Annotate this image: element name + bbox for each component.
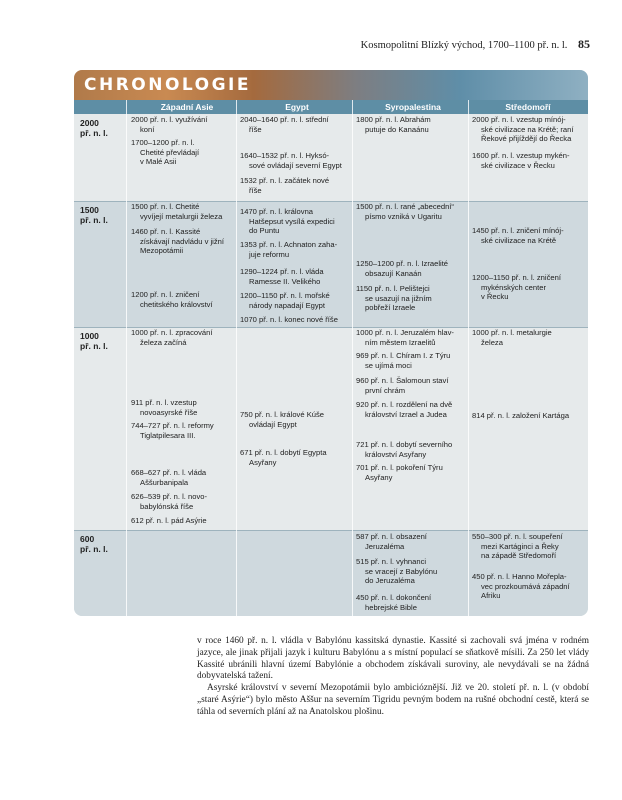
chronology-entry: 1500 př. n. l. rané „abecední“ písmo vzniká v Ugaritu xyxy=(356,202,454,221)
chronology-entry: 1250–1200 př. n. l. Izraelité obsazují Kanaán xyxy=(356,259,449,278)
chronology-entry: 701 př. n. l. pokoření Týru Asyřany xyxy=(356,463,443,482)
chronology-entry: 969 př. n. l. Chíram I. z Týru se ujímá moci xyxy=(356,351,451,370)
chronology-entry: 671 př. n. l. dobytí Egypta Asyřany xyxy=(240,448,327,467)
chronology-entry: 626–539 př. n. l. novo- babylónská říše xyxy=(131,492,207,511)
chronology-entry: 2000 př. n. l. využívání koní xyxy=(131,115,208,134)
era-year: 1500 př. n. l. xyxy=(80,205,108,225)
page-number: 85 xyxy=(578,37,590,51)
chronology-entry: 1600 př. n. l. vzestup mykén- ské civilizace v Řecku xyxy=(472,151,570,170)
chronology-entry: 668–627 př. n. l. vláda Aššurbanipala xyxy=(131,468,207,487)
running-head-title: Kosmopolitní Blízký východ, 1700–1100 př. n. l. xyxy=(360,40,568,51)
body-paragraph: v roce 1460 př. n. l. vládla v Babylónu kassitská dynastie. Kassité si zachovali svá jména v rodném jazyce, ale jinak přijali jazyk i kulturu Babylónu a s místní populací se sňatkově mísili. Za 250 let vlády Kassité ubránili hlavní území Babylónie a obchodem získávali suroviny, ale nevydávali se na žádná dobyvatelská tažení. xyxy=(197,636,589,682)
chronology-entry: 744–727 př. n. l. reformy Tiglatpilesara III. xyxy=(131,421,214,440)
chronology-entry: 1200–1150 př. n. l. mořské národy napadají Egypt xyxy=(240,291,330,310)
chronology-entry: 2000 př. n. l. vzestup mínój- ské civilizace na Krétě; raní Řekové přijíždějí do Řecka xyxy=(472,115,574,143)
chronology-entry: 960 př. n. l. Šalomoun staví první chrám xyxy=(356,376,449,395)
body-text xyxy=(197,636,589,719)
column-divider xyxy=(352,100,353,616)
chronology-entry: 1200–1150 př. n. l. zničení mykénských center v Řecku xyxy=(472,273,561,301)
chronology-entry: 814 př. n. l. založení Kartága xyxy=(472,411,570,420)
chronology-banner xyxy=(74,70,588,100)
chronology-entry: 1640–1532 př. n. l. Hyksó- sové ovládají severní Egypt xyxy=(240,151,342,170)
chronology-entry: 920 př. n. l. rozdělení na dvě království Izrael a Judea xyxy=(356,400,453,419)
chronology-panel xyxy=(74,70,588,616)
chronology-entry: 1500 př. n. l. Chetité vyvíjejí metalurgii železa xyxy=(131,202,223,221)
chronology-entry: 612 př. n. l. pád Asýrie xyxy=(131,516,207,525)
chronology-entry: 1000 př. n. l. zpracování železa začíná xyxy=(131,328,213,347)
column-header-row xyxy=(74,100,588,114)
chronology-entry: 1200 př. n. l. zničení chetitského království xyxy=(131,290,213,309)
chronology-entry: 1470 př. n. l. královna Hatšepsut vysílá expedici do Puntu xyxy=(240,207,335,235)
chronology-entry: 911 př. n. l. vzestup novoasyrské říše xyxy=(131,398,198,417)
column-divider xyxy=(468,100,469,616)
chronology-entry: 1353 př. n. l. Achnaton zaha- juje reformu xyxy=(240,240,338,259)
chronology-entry: 450 př. n. l. Hanno Mořepla- vec prozkoumává západní Afriku xyxy=(472,572,570,600)
column-header: Západní Asie xyxy=(160,102,214,112)
body-paragraph: Asyrské království v severní Mezopotámii bylo ambicióznější. Již ve 20. století př. n. l. (v období „staré Asýrie“) bylo město Aššur na severním Tigridu pevným bodem na rušné obchodní cestě, která se táhla od severních plání až na Anatolskou plošinu. xyxy=(197,683,589,717)
chronology-entry: 1460 př. n. l. Kassité získávají nadvládu v jižní Mezopotámii xyxy=(131,227,224,255)
chronology-entry: 1800 př. n. l. Abrahám putuje do Kanaánu xyxy=(356,115,431,134)
era-year: 2000 př. n. l. xyxy=(80,118,108,138)
column-divider xyxy=(126,100,127,616)
chronology-entry: 2040–1640 př. n. l. střední říše xyxy=(240,115,329,134)
chronology-entry: 1532 př. n. l. začátek nové říše xyxy=(240,176,330,195)
chronology-entry: 1070 př. n. l. konec nové říše xyxy=(240,315,338,324)
column-divider xyxy=(236,100,237,616)
chronology-entry: 1700–1200 př. n. l. Chetité převládají v Malé Asii xyxy=(131,138,200,166)
era-year: 1000 př. n. l. xyxy=(80,331,108,351)
chronology-title: CHRONOLOGIE xyxy=(84,75,251,95)
chronology-entry: 515 př. n. l. vyhnanci se vracejí z Babylónu do Jeruzaléma xyxy=(356,557,438,585)
chronology-entry: 450 př. n. l. dokončení hebrejské Bible xyxy=(356,593,432,612)
chronology-entry: 1000 př. n. l. Jeruzalém hlav- ním městem Izraelitů xyxy=(356,328,454,347)
chronology-entry: 750 př. n. l. králové Kúše ovládají Egypt xyxy=(240,410,324,429)
row-divider xyxy=(74,530,588,531)
chronology-entry: 721 př. n. l. dobytí severního království Asyřany xyxy=(356,440,453,459)
running-head xyxy=(300,37,590,52)
era-year: 600 př. n. l. xyxy=(80,534,108,554)
column-header: Středomoří xyxy=(505,102,551,112)
chronology-entry: 587 př. n. l. obsazení Jeruzaléma xyxy=(356,532,427,551)
column-header: Syropalestina xyxy=(385,102,441,112)
column-header: Egypt xyxy=(285,102,309,112)
chronology-entry: 550–300 př. n. l. soupeření mezi Kartáginci a Řeky na západě Středomoří xyxy=(472,532,563,560)
chronology-entry: 1150 př. n. l. Pelištejci se usazují na jižním pobřeží Izraele xyxy=(356,284,432,312)
chronology-entry: 1290–1224 př. n. l. vláda Ramesse II. Velikého xyxy=(240,267,324,286)
chronology-entry: 1000 př. n. l. metalurgie železa xyxy=(472,328,552,347)
chronology-entry: 1450 př. n. l. zničení mínój- ské civilizace na Krétě xyxy=(472,226,564,245)
